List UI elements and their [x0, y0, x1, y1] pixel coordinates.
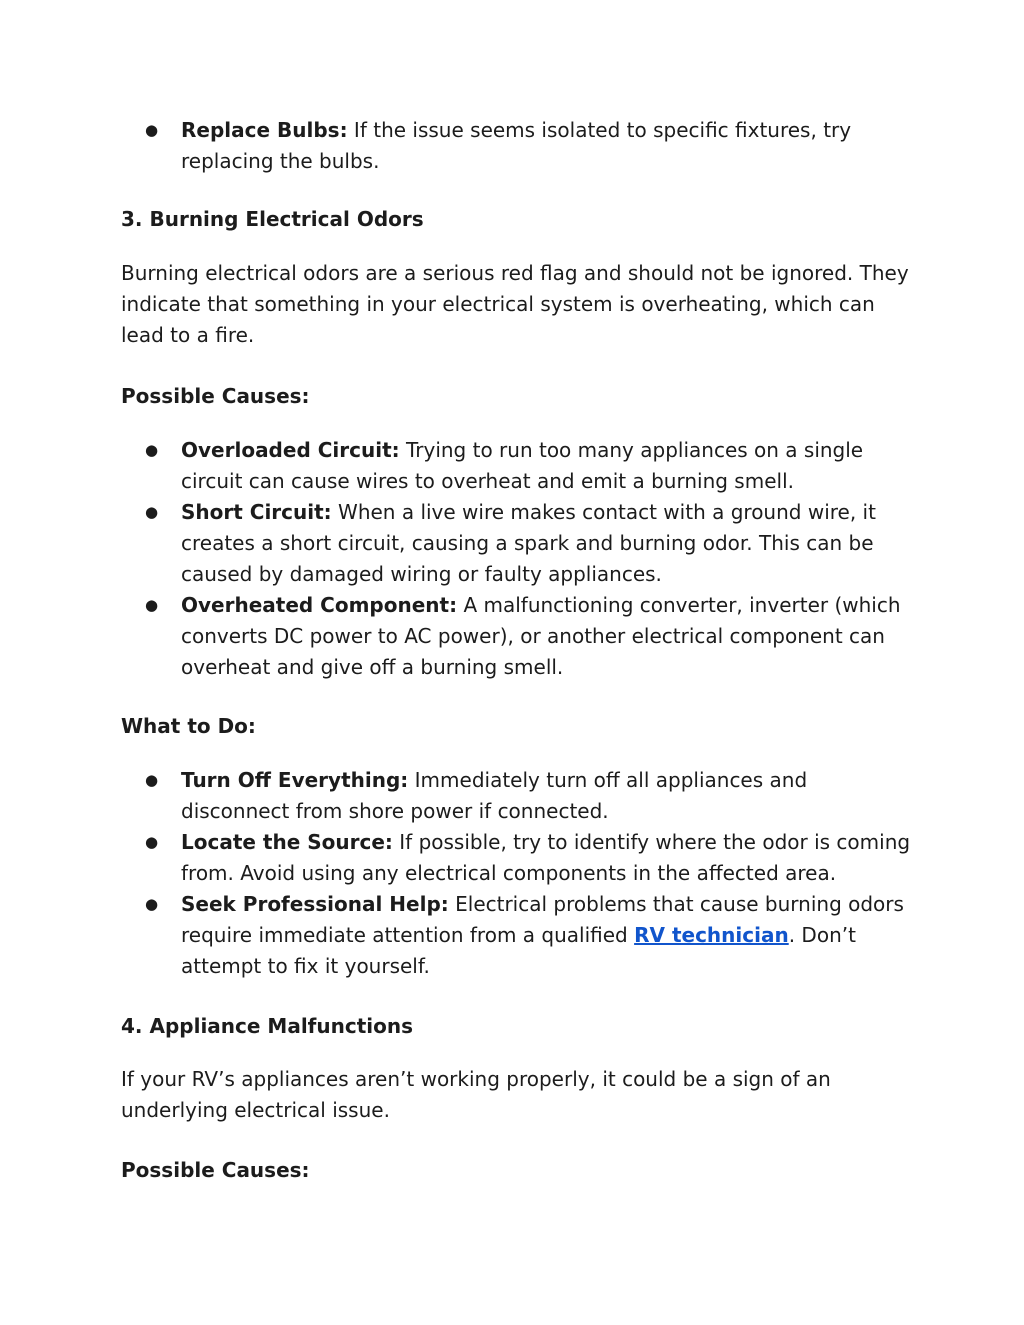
item-bold-label: Short Circuit:: [181, 500, 332, 524]
item-bold-label: Replace Bulbs:: [181, 118, 348, 142]
bullet-list-causes: [121, 435, 911, 683]
bullet-icon: ●: [145, 441, 159, 459]
bullet-icon: ●: [145, 121, 159, 139]
list-item: [121, 765, 911, 827]
item-text: If the issue seems isolated to specific fixtures, try replacing the bulbs.: [181, 118, 852, 173]
item-bold-label: Locate the Source:: [181, 830, 393, 854]
item-text: A malfunctioning converter, inverter (which converts DC power to AC power), or another electrical component can overheat and give off a burning smell.: [181, 593, 901, 679]
bullet-list-bulbs: [121, 115, 911, 177]
item-text: If possible, try to identify where the odor is coming from. Avoid using any electrical components in the affected area.: [181, 830, 911, 885]
item-text: When a live wire makes contact with a ground wire, it creates a short circuit, causing a spark and burning odor. This can be caused by damaged wiring or faulty appliances.: [181, 500, 876, 586]
list-item: [121, 435, 911, 497]
bullet-icon: ●: [145, 895, 159, 913]
paragraph: Burning electrical odors are a serious red flag and should not be ignored. They indicate that something in your electrical system is overheating, which can lead to a fire.: [121, 261, 909, 347]
item-text: Immediately turn off all appliances and disconnect from shore power if connected.: [181, 768, 808, 823]
section-heading: 4. Appliance Malfunctions: [121, 1014, 414, 1038]
subheading-what-to-do: What to Do:: [121, 714, 256, 738]
bullet-icon: ●: [145, 833, 159, 851]
item-text: Electrical problems that cause burning odors require immediate attention from a qualified: [181, 892, 904, 947]
list-item: [121, 590, 911, 683]
item-bold-label: Seek Professional Help:: [181, 892, 449, 916]
item-text: . Don’t attempt to fix it yourself.: [181, 923, 856, 978]
bullet-icon: ●: [145, 771, 159, 789]
list-item: [121, 827, 911, 889]
rv-technician-link[interactable]: RV technician: [634, 923, 789, 947]
list-item: [121, 889, 911, 982]
bullet-icon: ●: [145, 503, 159, 521]
bullet-list-actions: [121, 765, 911, 982]
item-bold-label: Turn Off Everything:: [181, 768, 409, 792]
list-item: [121, 115, 911, 177]
item-bold-label: Overheated Component:: [181, 593, 458, 617]
subheading-possible-causes: Possible Causes:: [121, 384, 310, 408]
subheading-possible-causes: Possible Causes:: [121, 1158, 310, 1182]
item-text: Trying to run too many appliances on a single circuit can cause wires to overheat and emit a burning smell.: [181, 438, 864, 493]
paragraph: If your RV’s appliances aren’t working properly, it could be a sign of an underlying electrical issue.: [121, 1067, 831, 1122]
section-heading: 3. Burning Electrical Odors: [121, 207, 424, 231]
bullet-icon: ●: [145, 596, 159, 614]
item-bold-label: Overloaded Circuit:: [181, 438, 400, 462]
list-item: [121, 497, 911, 590]
